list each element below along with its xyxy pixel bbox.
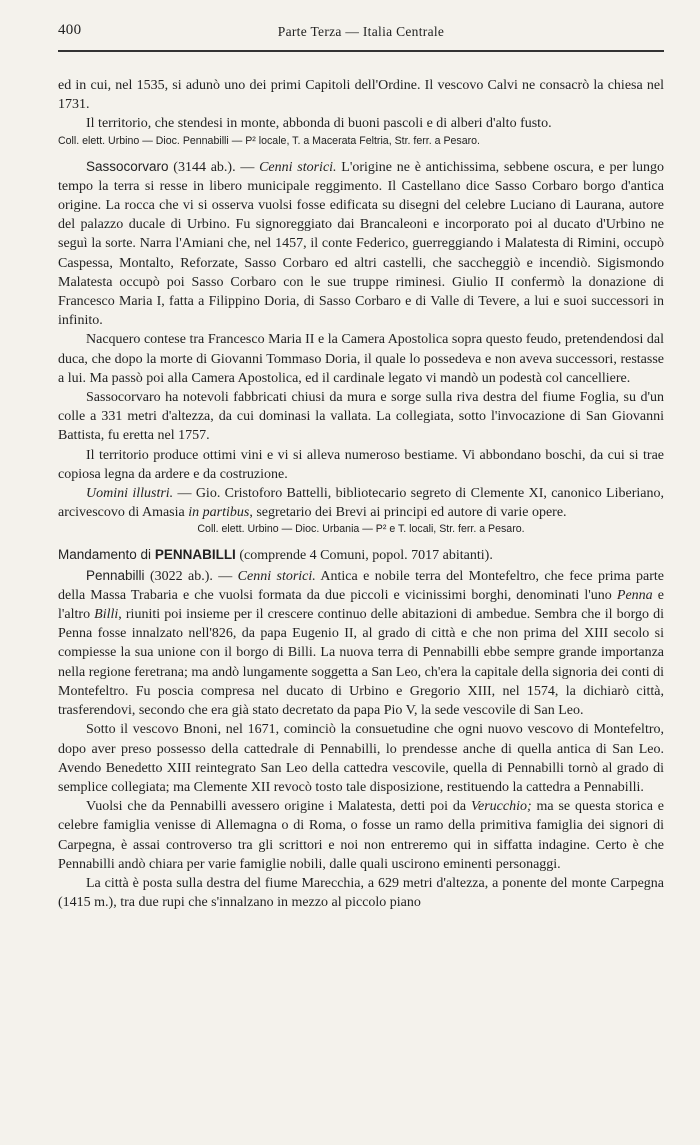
header-rule [58,50,664,52]
paragraph: La città è posta sulla destra del fiume Marecchia, a 629 metri d'altezza, a ponente del monte Carpegna (1415 m.), tra due rupi che s'innalzano in mezzo al piccolo piano [58,875,664,911]
text-run: Vuolsi che da Pennabilli avessero origine i Malatesta, detti poi da [86,799,471,815]
section-label: Uomini illustri. [86,486,174,502]
text-run: e l'altro [58,587,664,623]
heading-name: PENNABILLI [154,547,236,563]
paragraph: Sotto il vescovo Bnoni, nel 1671, cominciò la consuetudine che ogni nuovo vescovo di Montefeltro, dopo aver preso possesso della cattedrale di Pennabilli, lo prendesse anche di quella antica di San Leo. Avendo Benedetto XIII reintegrato San Leo della cattedra vescovile, quella di Pennabilli tornò al grado di semplice collegiata; ma Clemente XII revocò tosto tale disposizione, restituendo la cattedra a Pennabilli. [58,722,664,795]
entry-text: L'origine ne è antichissima, sebbene oscura, e per lungo tempo la terra si resse in libero municipale reggimento. Il Castellano dice Sasso Corbaro borgo d'antica origine. La rocca che vi si osserva vuolsi fosse edificata su disegni del celebre Luciano di Laurana, autore del palazzo ducale di Urbino. Fu signoreggiato dai Brancaleoni e incorporato poi al ducato d'Urbino ne seguì la sorte. Narra l'Amiani che, nel 1457, il conte Federico, guerreggiando i Malatesta di Rimini, occupò Caspessa, Montalto, Reforzate, Sasso Corbaro ed altri castelli, che saccheggiò e incendiò. Sigismondo Malatesta occupò poi Sasso Corbaro con le sue truppe riminesi. Giulio II confermò la donazione di Francesco Maria I, fatta a Filippino Doria, di Sasso Corbaro e di Valle di Tevere, a lui e suoi successori in infinito. [58,159,664,329]
population: (3144 ab.). — [173,159,260,175]
paragraph: Il territorio produce ottimi vini e vi si alleva numeroso bestiame. Vi abbondano boschi, da cui si trae copiosa legna da ardere e da costruzione. [58,447,664,482]
mandamento-heading [58,545,664,565]
administrative-note: Coll. elett. Urbino — Dioc. Urbania — P² e T. locali, Str. ferr. a Pesaro. [197,523,525,536]
italic-text: Billi [94,607,119,623]
italic-text: in partibus [188,505,250,521]
text-run: — Gio. Cristoforo Battelli, bibliotecario segreto di Clemente XI, canonico Liberiano, arcivescovo di Amasia [58,486,664,521]
paragraph: Sassocorvaro ha notevoli fabbricati chiusi da mura e sorge sulla riva destra del fiume Foglia, su d'un colle a 331 metri d'altezza, da cui dominasi la vallata. La collegiata, sotto l'invocazione di San Giovanni Battista, fu eretta nel 1757. [58,390,664,444]
page-body [58,76,664,912]
page-number: 400 [58,22,82,38]
paragraph: Nacquero contese tra Francesco Maria II e la Camera Apostolica sopra questo feudo, pretendendosi dal duca, che dopo la morte di Giovanni Tommaso Doria, il quale lo possedeva e non aveva successori, restasse a lui. Ma passò poi alla Camera Apostolica, ed il cardinale legato vi mandò un podestà col cancelliere. [58,332,664,386]
paragraph: ed in cui, nel 1535, si adunò uno dei primi Capitoli dell'Ordine. Il vescovo Calvi ne consacrò la chiesa nel 1731. [58,78,664,113]
text-run: Antica e nobile terra del Montefeltro, che fece prima parte della Massa Trabaria e che vuolsi formata da due piccoli e vicinissimi borghi, denominati l'uno [58,568,664,603]
entry-sassocorvaro [58,157,664,331]
text-run: , riuniti poi insieme per il crescere continuo delle abitazioni di ambedue. Sembra che il borgo di Penna fosse innalzato nell'826, da papa Eugenio II, al grado di città e che non prima del XIII secolo si compiesse la sua unione con il borgo di Billi. La nuova terra di Pennabilli ebbe sempre grande importanza nella regione feretrana; ma andò lungamente soggetta a San Leo, ch'era la capitale della signoria dei conti di Montefeltro. Fu poscia compresa nel ducato di Urbino e Gregorio XIII, nel 1574, la dichiarò città, trasferendovi, secondo che era già stato decretato da papa Pio V, la sede vescovile di San Leo. [58,607,664,719]
section-label: Cenni storici. [259,159,337,175]
entry-pennabilli [58,566,664,721]
administrative-note: Coll. elett. Urbino — Dioc. Pennabilli — P² locale, T. a Macerata Feltria, Str. ferr. a Pesaro. [58,134,480,147]
section-label: Cenni storici. [237,568,316,584]
italic-text: Penna [616,587,653,603]
heading-detail: (comprende 4 Comuni, popol. 7017 abitanti). [235,548,493,564]
heading-label: Mandamento di [58,547,155,563]
paragraph: Il territorio, che stendesi in monte, abbonda di buoni pascoli e di alberi d'alto fusto. [86,116,552,132]
paragraph-uomini-illustri [58,484,664,522]
place-name: Pennabilli [86,567,145,583]
population: (3022 ab.). — [144,568,238,584]
running-title: Parte Terza — Italia Centrale [277,24,445,39]
text-run: ma se questa storica e celebre famiglia venisse di Allemagna o di Roma, o fosse un ramo della primitiva famiglia dei signori di Carpegna, è assai controverso tra gli scrittori e noi non entreremo qui in siffatta indagine. Certo è che Pennabilli andò chiara per varie famiglie nobili, dalle quali uscirono eminenti personaggi. [58,799,664,872]
text-run: , segretario dei Brevi ai principi ed autore di varie opere. [249,505,567,521]
page-header [58,22,664,44]
paragraph [58,797,664,874]
italic-text: Verucchio; [470,799,532,815]
place-name: Sassocorvaro [86,158,169,174]
